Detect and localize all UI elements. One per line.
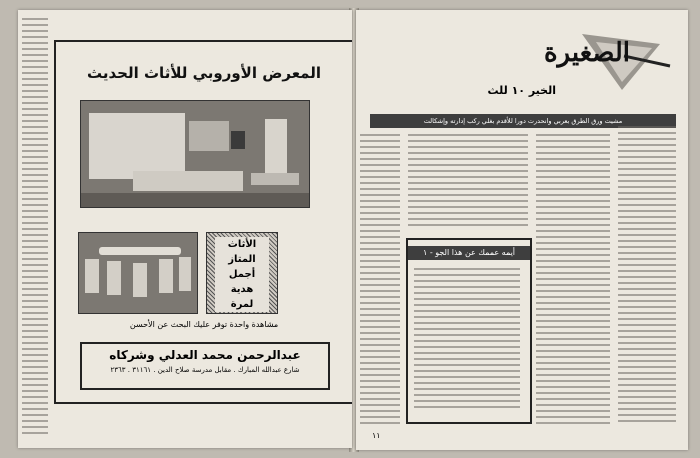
slogan-line: أجمل: [228, 269, 256, 280]
slogan-line: الأثاث: [227, 239, 257, 250]
ad-title: المعرض الأوروبي للأثاث الحديث: [87, 64, 321, 82]
ad-caption: مشاهدة واحدة توفر عليك البحث عن الأحسن: [129, 320, 279, 329]
boxed-article-title: أيمه عممك عن هذا الجو - ١: [408, 246, 530, 260]
text-column: [408, 134, 528, 230]
boxed-article: [406, 238, 532, 424]
slogan-line: هدية: [230, 284, 254, 295]
text-column: [618, 126, 676, 426]
slogan-line: المتاز: [228, 254, 256, 265]
merchant-box: [80, 342, 330, 390]
text-column: [414, 268, 520, 412]
dining-set-photo: [78, 232, 198, 314]
text-column: [360, 134, 400, 428]
text-column: [536, 134, 610, 428]
merchant-address: شارع عبدالله المبارك . مقابل مدرسة صلاح الدين . ٣١١٦١ . ٢٣٦٣: [110, 366, 300, 374]
article-byline: الخير ١٠ للث: [487, 84, 556, 97]
bedroom-furniture-photo: [80, 100, 310, 208]
left-page: [18, 10, 352, 448]
text-column: [22, 18, 48, 438]
page-number: ١١: [372, 431, 381, 440]
slogan-line: لمرة: [230, 299, 254, 310]
article-masthead: الصغيرة: [543, 38, 630, 68]
article-headline: مشيت ورق الطرق بعربي وانحدرت دورا للأقدم بغلي ركب إدارته وإشكالت: [370, 114, 676, 128]
slogan-text: [215, 237, 269, 312]
merchant-name: عبدالرحمن محمد العدلي وشركاه: [109, 348, 301, 362]
advertisement: [54, 40, 352, 404]
slogan-box: [206, 232, 278, 314]
right-page: [356, 10, 688, 450]
